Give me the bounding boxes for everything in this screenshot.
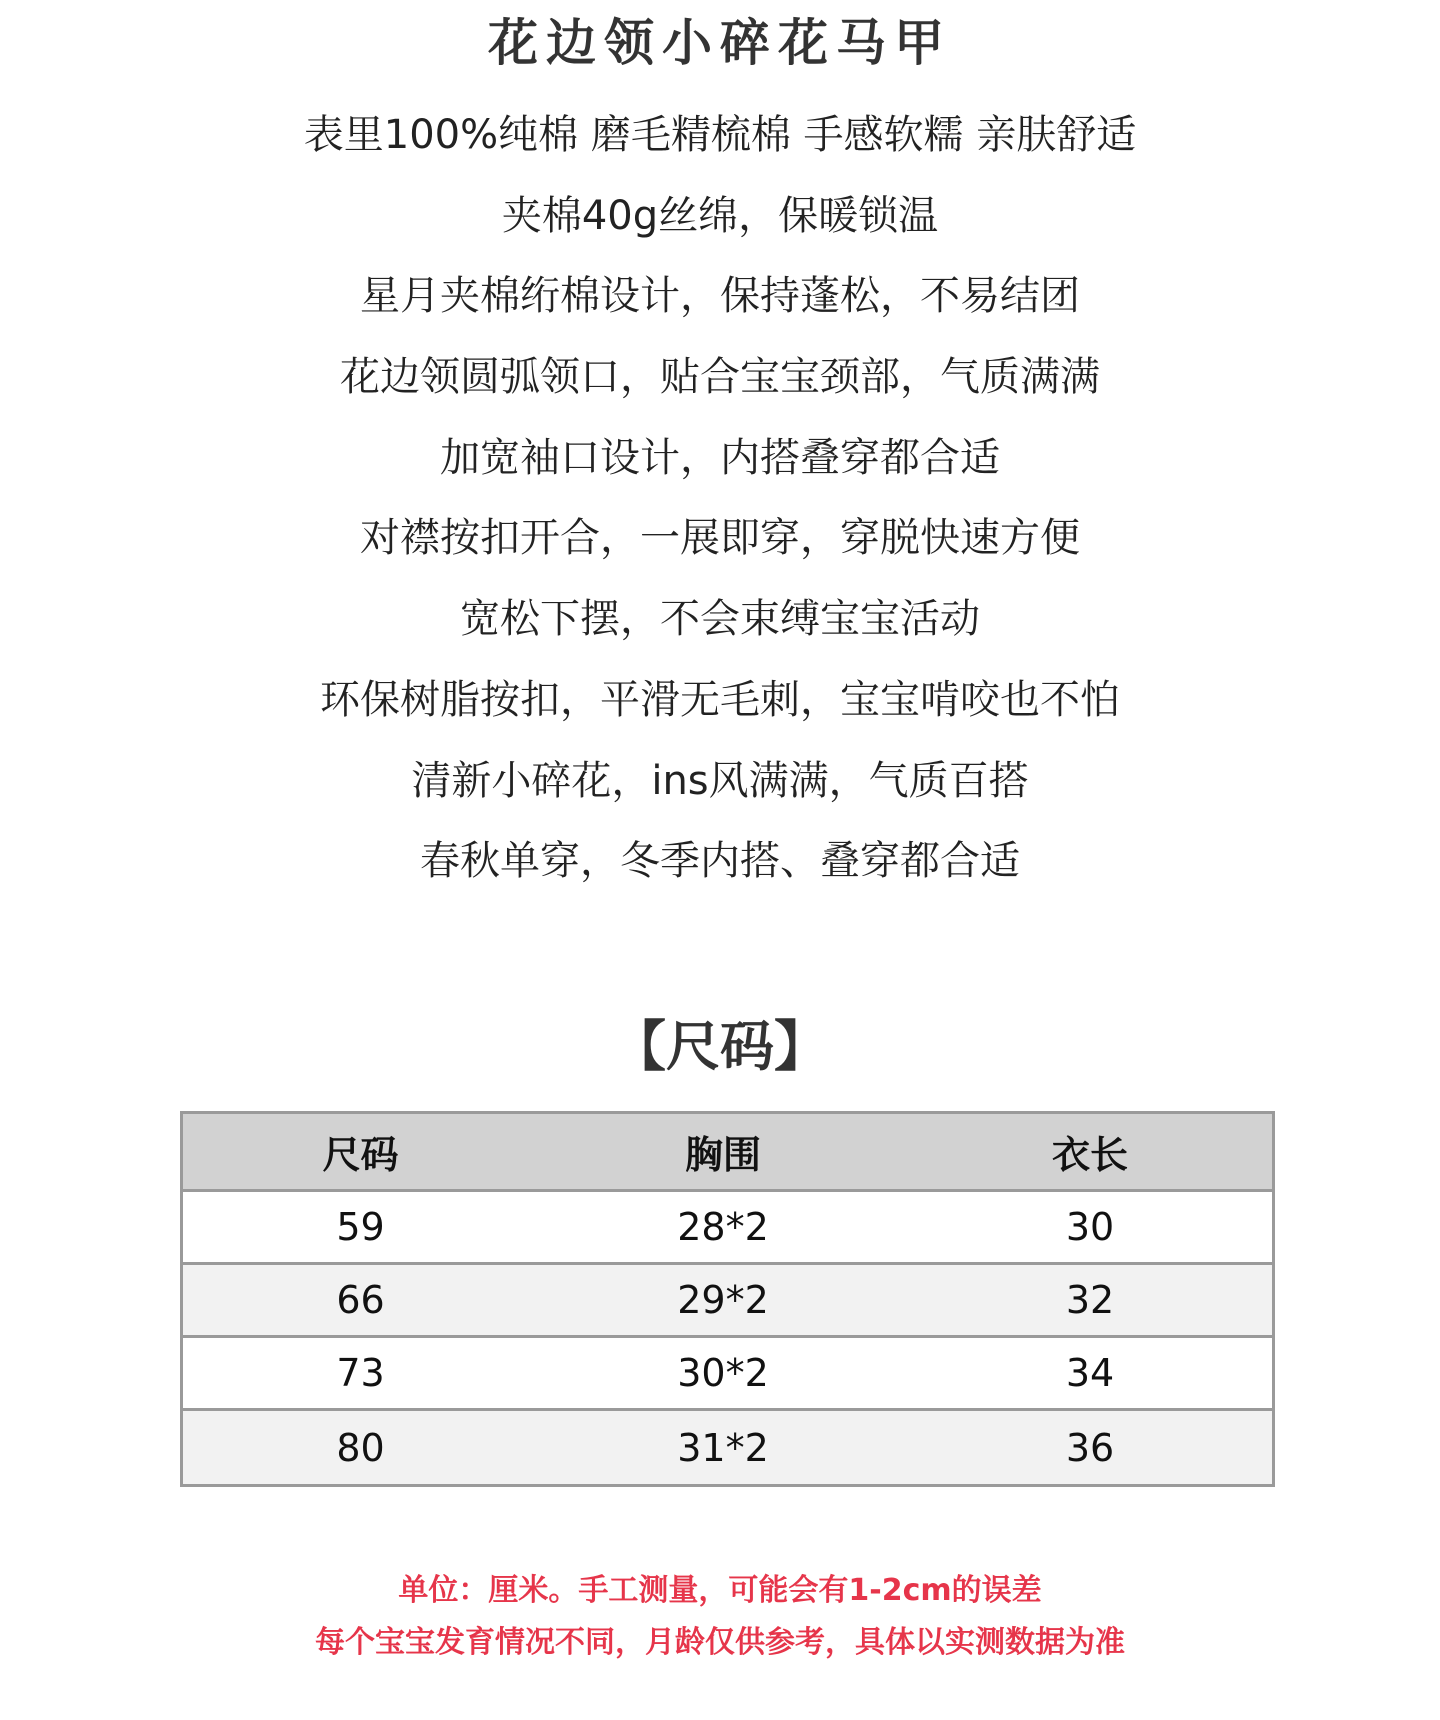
cell-size: 80 [336,1425,385,1470]
header-size: 尺码 [322,1133,399,1177]
table-row [183,1265,1272,1338]
feature-list [0,95,1440,902]
cell-chest: 29*2 [677,1278,769,1322]
table-row [183,1338,1272,1411]
note-unit: 单位：厘米。手工测量，可能会有1-2cm的误差 [398,1573,1042,1608]
feature-line: 环保树脂按扣，平滑无毛刺，宝宝啃咬也不怕 [320,676,1120,723]
header-chest: 胸围 [684,1133,761,1177]
feature-line: 春秋单穿，冬季内搭、叠穿都合适 [420,838,1020,885]
cell-chest: 28*2 [677,1205,769,1249]
notes [0,1565,1440,1669]
cell-chest: 30*2 [677,1351,769,1395]
feature-line: 表里100%纯棉 磨毛精梳棉 手感软糯 亲肤舒适 [303,112,1137,158]
cell-length: 30 [1065,1205,1115,1249]
table-header-row [183,1114,1272,1192]
cell-chest: 31*2 [677,1425,769,1470]
table-row [183,1411,1272,1484]
feature-line: 加宽袖口设计，内搭叠穿都合适 [440,434,1000,481]
cell-size: 66 [336,1278,385,1322]
feature-line: 清新小碎花，ins风满满，气质百搭 [411,757,1029,804]
product-title: 花边领小碎花马甲 [488,14,952,72]
feature-line: 花边领圆弧领口，贴合宝宝颈部，气质满满 [340,354,1100,401]
table-row [183,1192,1272,1265]
feature-line: 宽松下摆，不会束缚宝宝活动 [460,596,980,643]
size-heading: 【尺码】 [612,1015,828,1078]
header-length: 衣长 [1051,1133,1128,1177]
feature-line: 星月夹棉绗棉设计，保持蓬松，不易结团 [360,273,1080,320]
note-disclaimer: 每个宝宝发育情况不同，月龄仅供参考，具体以实测数据为准 [315,1625,1125,1660]
cell-size: 59 [336,1205,385,1249]
size-table [180,1111,1275,1487]
cell-length: 36 [1065,1425,1115,1470]
feature-line: 对襟按扣开合，一展即穿，穿脱快速方便 [360,515,1080,562]
cell-length: 34 [1065,1351,1115,1395]
cell-length: 32 [1065,1278,1115,1322]
feature-line: 夹棉40g丝绵，保暖锁温 [501,192,939,239]
cell-size: 73 [336,1351,385,1395]
